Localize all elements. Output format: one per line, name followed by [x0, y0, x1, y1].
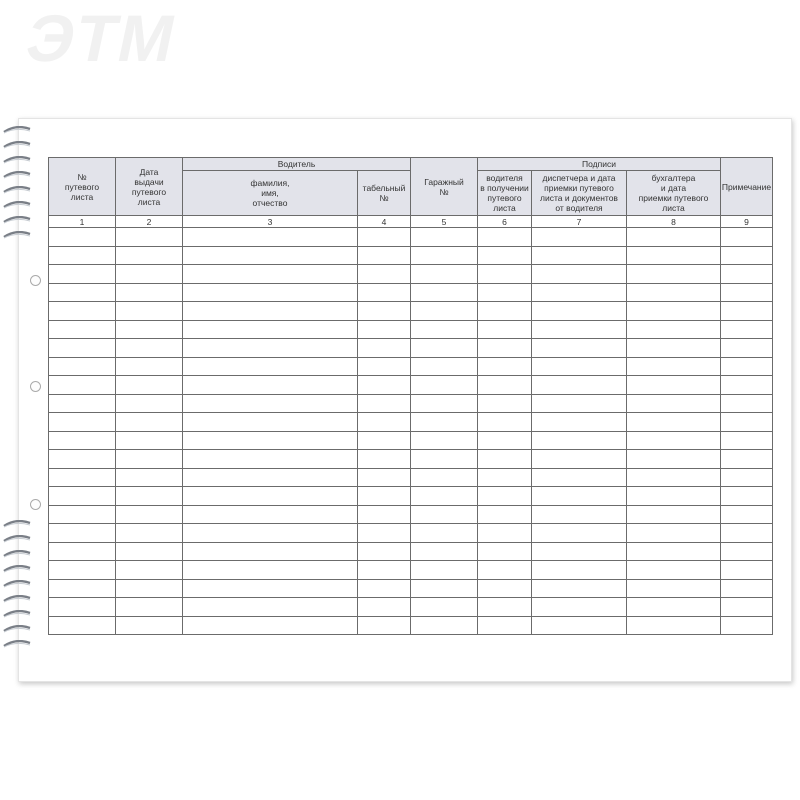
table-row	[49, 376, 773, 395]
table-cell[interactable]	[532, 376, 627, 395]
table-row	[49, 542, 773, 561]
header-sign-dispatcher: диспетчера и дата приемки путевого листа и документов от водителя	[532, 171, 627, 216]
table-row	[49, 468, 773, 487]
table-cell[interactable]	[478, 246, 532, 265]
table-row	[49, 505, 773, 524]
table-cell[interactable]	[532, 357, 627, 376]
table-cell[interactable]	[183, 413, 358, 432]
table-cell[interactable]	[627, 431, 721, 450]
punch-hole	[30, 381, 41, 392]
table-cell[interactable]	[358, 246, 411, 265]
table-cell[interactable]	[183, 265, 358, 284]
table-cell[interactable]	[116, 542, 183, 561]
table-cell[interactable]	[411, 468, 478, 487]
table-cell[interactable]	[721, 450, 773, 469]
table-row	[49, 561, 773, 580]
table-cell[interactable]	[627, 524, 721, 543]
table-cell[interactable]	[116, 394, 183, 413]
column-number: 8	[627, 216, 721, 228]
table-cell[interactable]	[721, 505, 773, 524]
table-cell[interactable]	[411, 265, 478, 284]
table-cell[interactable]	[478, 228, 532, 247]
table-cell[interactable]	[478, 283, 532, 302]
table-cell[interactable]	[49, 376, 116, 395]
header-sign-accountant: бухгалтера и дата приемки путевого листа	[627, 171, 721, 216]
table-cell[interactable]	[411, 413, 478, 432]
header-notes: Примечание	[721, 158, 773, 216]
table-row	[49, 302, 773, 321]
table-cell[interactable]	[358, 505, 411, 524]
table-cell[interactable]	[627, 598, 721, 617]
spiral-binding-bottom	[0, 520, 34, 650]
table-cell[interactable]	[627, 265, 721, 284]
table-cell[interactable]	[116, 283, 183, 302]
table-cell[interactable]	[49, 579, 116, 598]
header-driver-full-name: фамилия, имя, отчество	[183, 171, 358, 216]
table-cell[interactable]	[721, 524, 773, 543]
table-cell[interactable]	[358, 450, 411, 469]
table-cell[interactable]	[478, 357, 532, 376]
table-cell[interactable]	[532, 228, 627, 247]
table-cell[interactable]	[358, 616, 411, 635]
header-group-driver: Водитель	[183, 158, 411, 171]
table-cell[interactable]	[358, 598, 411, 617]
table-cell[interactable]	[532, 265, 627, 284]
table-row	[49, 228, 773, 247]
table-cell[interactable]	[183, 357, 358, 376]
table-cell[interactable]	[721, 542, 773, 561]
table-cell[interactable]	[183, 598, 358, 617]
table-cell[interactable]	[532, 283, 627, 302]
table-cell[interactable]	[49, 320, 116, 339]
table-row	[49, 598, 773, 617]
table-cell[interactable]	[411, 283, 478, 302]
table-cell[interactable]	[49, 265, 116, 284]
table-row	[49, 524, 773, 543]
table-cell[interactable]	[721, 339, 773, 358]
table-cell[interactable]	[358, 394, 411, 413]
table-cell[interactable]	[116, 357, 183, 376]
column-number: 1	[49, 216, 116, 228]
table-cell[interactable]	[358, 431, 411, 450]
column-number: 6	[478, 216, 532, 228]
table-cell[interactable]	[478, 320, 532, 339]
table-cell[interactable]	[532, 302, 627, 321]
table-cell[interactable]	[116, 450, 183, 469]
table-cell[interactable]	[116, 561, 183, 580]
table-cell[interactable]	[183, 376, 358, 395]
table-cell[interactable]	[627, 228, 721, 247]
table-row	[49, 394, 773, 413]
table-cell[interactable]	[478, 339, 532, 358]
table-cell[interactable]	[183, 561, 358, 580]
table-cell[interactable]	[358, 320, 411, 339]
table-cell[interactable]	[116, 579, 183, 598]
table-cell[interactable]	[532, 524, 627, 543]
table-cell[interactable]	[627, 283, 721, 302]
table-cell[interactable]	[49, 228, 116, 247]
column-number: 2	[116, 216, 183, 228]
table-cell[interactable]	[411, 339, 478, 358]
table-cell[interactable]	[411, 579, 478, 598]
table-cell[interactable]	[49, 283, 116, 302]
table-cell[interactable]	[358, 579, 411, 598]
table-cell[interactable]	[721, 394, 773, 413]
journal-body	[49, 228, 773, 635]
table-cell[interactable]	[721, 468, 773, 487]
table-cell[interactable]	[116, 524, 183, 543]
table-cell[interactable]	[358, 302, 411, 321]
table-cell[interactable]	[627, 468, 721, 487]
table-cell[interactable]	[183, 339, 358, 358]
table-cell[interactable]	[627, 302, 721, 321]
header-group-signatures: Подписи	[478, 158, 721, 171]
table-cell[interactable]	[721, 579, 773, 598]
table-cell[interactable]	[532, 579, 627, 598]
table-cell[interactable]	[532, 339, 627, 358]
table-cell[interactable]	[183, 505, 358, 524]
table-cell[interactable]	[721, 283, 773, 302]
table-cell[interactable]	[478, 450, 532, 469]
table-cell[interactable]	[183, 542, 358, 561]
table-cell[interactable]	[116, 487, 183, 506]
spiral-binding-top	[0, 126, 34, 246]
table-cell[interactable]	[478, 431, 532, 450]
table-cell[interactable]	[183, 302, 358, 321]
table-cell[interactable]	[183, 431, 358, 450]
table-cell[interactable]	[116, 376, 183, 395]
table-cell[interactable]	[721, 246, 773, 265]
table-cell[interactable]	[721, 265, 773, 284]
table-cell[interactable]	[49, 431, 116, 450]
table-cell[interactable]	[49, 616, 116, 635]
table-cell[interactable]	[183, 579, 358, 598]
punch-hole	[30, 275, 41, 286]
table-cell[interactable]	[411, 394, 478, 413]
table-cell[interactable]	[358, 339, 411, 358]
table-cell[interactable]	[183, 524, 358, 543]
table-cell[interactable]	[116, 468, 183, 487]
table-row	[49, 320, 773, 339]
table-cell[interactable]	[358, 283, 411, 302]
table-row	[49, 357, 773, 376]
table-cell[interactable]	[49, 468, 116, 487]
table-cell[interactable]	[478, 579, 532, 598]
table-cell[interactable]	[532, 561, 627, 580]
header-issue-date: Дата выдачи путевого листа	[116, 158, 183, 216]
header-garage-number: Гаражный №	[411, 158, 478, 216]
waybill-journal-table	[48, 157, 773, 635]
header-sign-driver: водителя в получении путевого листа	[478, 171, 532, 216]
table-cell[interactable]	[532, 487, 627, 506]
table-cell[interactable]	[411, 376, 478, 395]
table-cell[interactable]	[358, 561, 411, 580]
table-cell[interactable]	[627, 616, 721, 635]
table-cell[interactable]	[532, 468, 627, 487]
table-cell[interactable]	[478, 376, 532, 395]
table-cell[interactable]	[721, 431, 773, 450]
watermark-logo: ЭТМ	[20, 1, 185, 75]
table-cell[interactable]	[411, 505, 478, 524]
table-cell[interactable]	[532, 431, 627, 450]
table-cell[interactable]	[627, 320, 721, 339]
table-cell[interactable]	[116, 339, 183, 358]
table-cell[interactable]	[532, 394, 627, 413]
table-cell[interactable]	[478, 524, 532, 543]
table-cell[interactable]	[411, 598, 478, 617]
table-row	[49, 283, 773, 302]
table-row	[49, 450, 773, 469]
table-cell[interactable]	[478, 505, 532, 524]
table-cell[interactable]	[358, 468, 411, 487]
table-cell[interactable]	[721, 302, 773, 321]
table-cell[interactable]	[358, 524, 411, 543]
table-cell[interactable]	[116, 302, 183, 321]
table-cell[interactable]	[478, 561, 532, 580]
table-cell[interactable]	[116, 265, 183, 284]
table-cell[interactable]	[721, 357, 773, 376]
table-cell[interactable]	[411, 228, 478, 247]
table-cell[interactable]	[49, 505, 116, 524]
column-number: 4	[358, 216, 411, 228]
table-row	[49, 431, 773, 450]
table-cell[interactable]	[411, 561, 478, 580]
table-cell[interactable]	[532, 616, 627, 635]
table-cell[interactable]	[411, 542, 478, 561]
table-row	[49, 339, 773, 358]
table-cell[interactable]	[116, 320, 183, 339]
punch-hole	[30, 499, 41, 510]
table-cell[interactable]	[627, 561, 721, 580]
table-cell[interactable]	[627, 376, 721, 395]
table-cell[interactable]	[532, 505, 627, 524]
table-cell[interactable]	[183, 394, 358, 413]
table-cell[interactable]	[478, 598, 532, 617]
table-cell[interactable]	[411, 487, 478, 506]
table-cell[interactable]	[49, 246, 116, 265]
table-cell[interactable]	[183, 468, 358, 487]
table-cell[interactable]	[532, 413, 627, 432]
table-cell[interactable]	[49, 394, 116, 413]
table-cell[interactable]	[358, 376, 411, 395]
table-cell[interactable]	[116, 431, 183, 450]
table-row	[49, 487, 773, 506]
table-cell[interactable]	[478, 468, 532, 487]
table-cell[interactable]	[411, 616, 478, 635]
table-cell[interactable]	[358, 542, 411, 561]
table-cell[interactable]	[411, 524, 478, 543]
table-row	[49, 616, 773, 635]
table-cell[interactable]	[532, 598, 627, 617]
table-cell[interactable]	[478, 616, 532, 635]
table-cell[interactable]	[627, 413, 721, 432]
table-cell[interactable]	[721, 487, 773, 506]
table-cell[interactable]	[411, 450, 478, 469]
table-cell[interactable]	[358, 265, 411, 284]
table-cell[interactable]	[183, 320, 358, 339]
table-cell[interactable]	[49, 357, 116, 376]
table-cell[interactable]	[627, 505, 721, 524]
table-cell[interactable]	[183, 616, 358, 635]
table-cell[interactable]	[721, 616, 773, 635]
table-cell[interactable]	[116, 505, 183, 524]
table-cell[interactable]	[183, 487, 358, 506]
table-cell[interactable]	[532, 542, 627, 561]
table-row	[49, 265, 773, 284]
table-cell[interactable]	[358, 228, 411, 247]
table-row	[49, 413, 773, 432]
table-cell[interactable]	[627, 357, 721, 376]
table-cell[interactable]	[49, 561, 116, 580]
table-cell[interactable]	[532, 320, 627, 339]
table-cell[interactable]	[183, 228, 358, 247]
table-cell[interactable]	[721, 320, 773, 339]
table-cell[interactable]	[116, 616, 183, 635]
table-cell[interactable]	[358, 487, 411, 506]
table-cell[interactable]	[627, 339, 721, 358]
table-cell[interactable]	[627, 394, 721, 413]
table-cell[interactable]	[627, 542, 721, 561]
table-cell[interactable]	[532, 450, 627, 469]
header-waybill-number: № путевого листа	[49, 158, 116, 216]
table-cell[interactable]	[116, 228, 183, 247]
table-cell[interactable]	[49, 542, 116, 561]
table-cell[interactable]	[49, 302, 116, 321]
column-number: 9	[721, 216, 773, 228]
table-cell[interactable]	[411, 357, 478, 376]
table-cell[interactable]	[358, 357, 411, 376]
table-cell[interactable]	[411, 320, 478, 339]
table-cell[interactable]	[627, 487, 721, 506]
table-cell[interactable]	[478, 413, 532, 432]
table-cell[interactable]	[116, 413, 183, 432]
header-personnel-number: табельный №	[358, 171, 411, 216]
table-row	[49, 246, 773, 265]
table-cell[interactable]	[49, 413, 116, 432]
table-cell[interactable]	[49, 450, 116, 469]
column-number: 7	[532, 216, 627, 228]
table-cell[interactable]	[411, 302, 478, 321]
table-cell[interactable]	[721, 598, 773, 617]
table-cell[interactable]	[116, 246, 183, 265]
table-cell[interactable]	[627, 246, 721, 265]
table-cell[interactable]	[183, 246, 358, 265]
table-cell[interactable]	[183, 450, 358, 469]
table-row	[49, 579, 773, 598]
table-cell[interactable]	[627, 579, 721, 598]
table-cell[interactable]	[49, 598, 116, 617]
column-number: 5	[411, 216, 478, 228]
table-cell[interactable]	[116, 598, 183, 617]
table-cell[interactable]	[183, 283, 358, 302]
table-cell[interactable]	[478, 394, 532, 413]
table-cell[interactable]	[411, 431, 478, 450]
table-cell[interactable]	[627, 450, 721, 469]
table-cell[interactable]	[721, 376, 773, 395]
table-cell[interactable]	[358, 413, 411, 432]
table-cell[interactable]	[478, 542, 532, 561]
table-cell[interactable]	[532, 246, 627, 265]
table-cell[interactable]	[721, 413, 773, 432]
table-cell[interactable]	[411, 246, 478, 265]
table-cell[interactable]	[49, 524, 116, 543]
table-cell[interactable]	[478, 265, 532, 284]
table-cell[interactable]	[49, 339, 116, 358]
table-cell[interactable]	[721, 228, 773, 247]
table-cell[interactable]	[721, 561, 773, 580]
column-number: 3	[183, 216, 358, 228]
table-cell[interactable]	[478, 487, 532, 506]
table-cell[interactable]	[478, 302, 532, 321]
table-cell[interactable]	[49, 487, 116, 506]
